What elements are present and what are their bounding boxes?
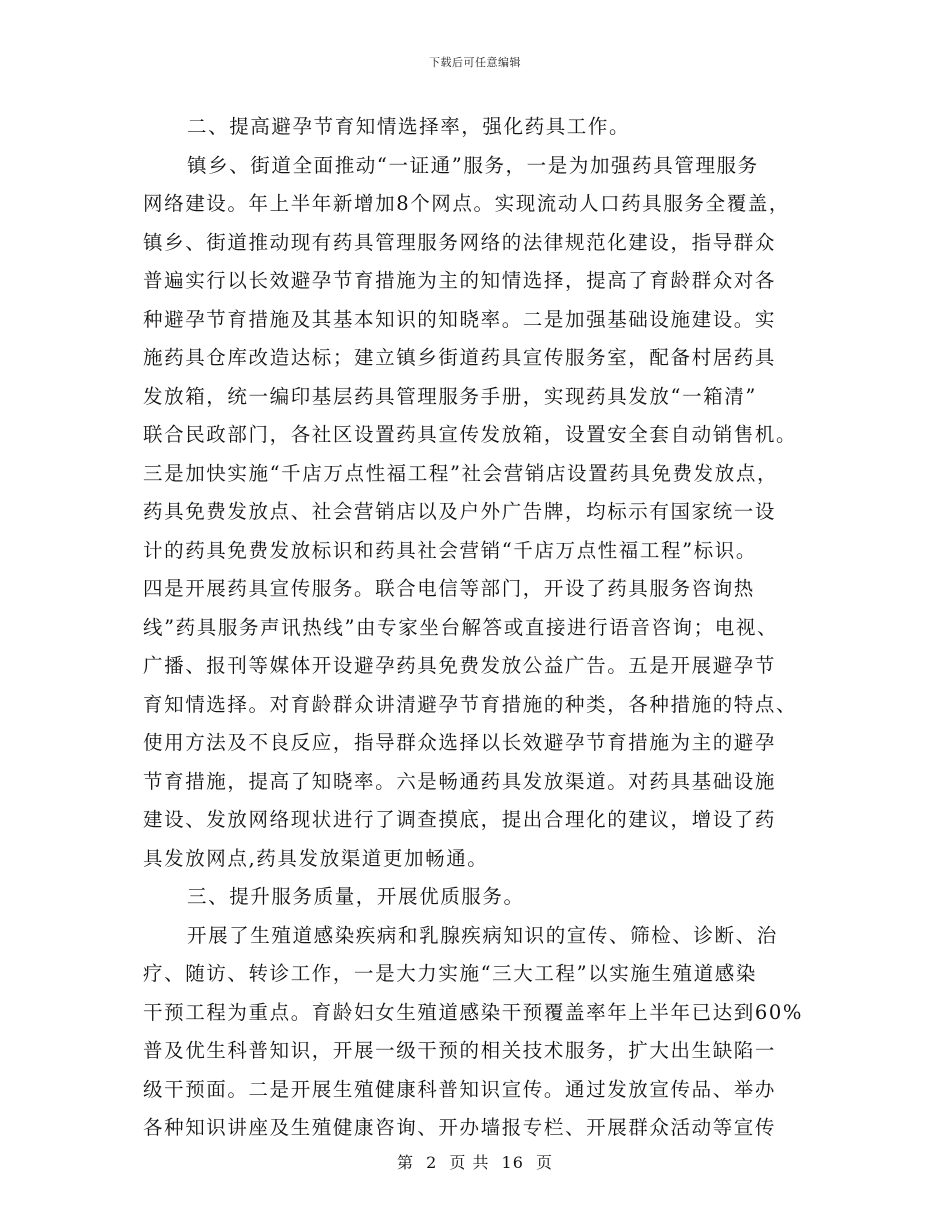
paragraph-line: 药具免费发放点、社会营销店以及户外广告牌，均标示有国家统一设: [143, 500, 777, 523]
paragraph-line: 使用方法及不良反应，指导群众选择以长效避孕节育措施为主的避孕: [143, 731, 777, 754]
total-page-count: 16: [501, 1153, 524, 1172]
paragraph-line: 各种知识讲座及生殖健康咨询、开办墙报专栏、开展群众活动等宣传: [143, 1116, 777, 1139]
section-heading: 二、提高避孕节育知情选择率，强化药具工作。: [187, 115, 631, 138]
paragraph-line: 建设、发放网络现状进行了调查摸底，提出合理化的建议，增设了药: [143, 808, 777, 831]
paragraph-line: 线”药具服务声讯热线”由专家坐台解答或直接进行语音咨询；电视、: [143, 615, 779, 639]
paragraph-line: 种避孕节育措施及其基本知识的知晓率。二是加强基础设施建设。实: [143, 307, 777, 331]
paragraph-line: 镇乡、街道推动现有药具管理服务网络的法律规范化建设，指导群众: [143, 230, 777, 254]
paragraph-line: 普及优生科普知识，开展一级干预的相关技术服务，扩大出生缺陷一: [143, 1039, 777, 1062]
paragraph-line: 具发放网点,药具发放渠道更加畅通。: [143, 846, 489, 870]
section-heading: 三、提升服务质量，开展优质服务。: [187, 885, 525, 908]
paragraph-line: 育知情选择。对育龄群众讲清避孕节育措施的种类，各种措施的特点、: [143, 692, 798, 716]
document-body: [143, 108, 815, 1148]
paragraph-line: 四是开展药具宣传服务。联合电信等部门，开设了药具服务咨询热: [143, 577, 755, 600]
footer-middle: 页 共: [449, 1153, 490, 1172]
paragraph-line: 计的药具免费发放标识和药具社会营销“千店万点性福工程”标识。: [143, 538, 757, 562]
paragraph-line: 疗、随访、转诊工作，一是大力实施“三大工程”以实施生殖道感染: [143, 962, 757, 985]
current-page-number: 2: [426, 1153, 438, 1172]
paragraph-line: 广播、报刊等媒体开设避孕药具免费发放公益广告。五是开展避孕节: [143, 654, 777, 677]
paragraph-line: 普遍实行以长效避孕节育措施为主的知情选择，提高了育龄群众对各: [143, 269, 777, 292]
paragraph-line: 开展了生殖道感染疾病和乳腺疾病知识的宣传、筛检、诊断、治: [187, 923, 778, 947]
paragraph-line: 施药具仓库改造达标；建立镇乡街道药具宣传服务室，配备村居药具: [143, 346, 777, 369]
paragraph-line: 节育措施，提高了知晓率。六是畅通药具发放渠道。对药具基础设施: [143, 769, 777, 793]
paragraph-line: 三是加快实施“千店万点性福工程”社会营销店设置药具免费发放点，: [143, 461, 779, 485]
footer-prefix: 第: [396, 1153, 414, 1172]
paragraph-line: 干预工程为重点。育龄妇女生殖道感染干预覆盖率年上半年已达到60%: [143, 1000, 804, 1024]
paragraph-line: 联合民政部门，各社区设置药具宣传发放箱，设置安全套自动销售机。: [143, 423, 798, 446]
paragraph-line: 发放箱，统一编印基层药具管理服务手册，实现药具发放“一箱清”: [143, 384, 757, 408]
paragraph-line: 级干预面。二是开展生殖健康科普知识宣传。通过发放宣传品、举办: [143, 1077, 777, 1101]
paragraph-line: 网络建设。年上半年新增加8个网点。实现流动人口药具服务全覆盖，: [143, 192, 791, 215]
footer-suffix: 页: [536, 1153, 554, 1172]
page-header: 下载后可任意编辑: [429, 56, 521, 69]
paragraph-line: 镇乡、街道全面推动“一证通”服务，一是为加强药具管理服务: [187, 153, 759, 177]
page-footer: [0, 1150, 950, 1173]
